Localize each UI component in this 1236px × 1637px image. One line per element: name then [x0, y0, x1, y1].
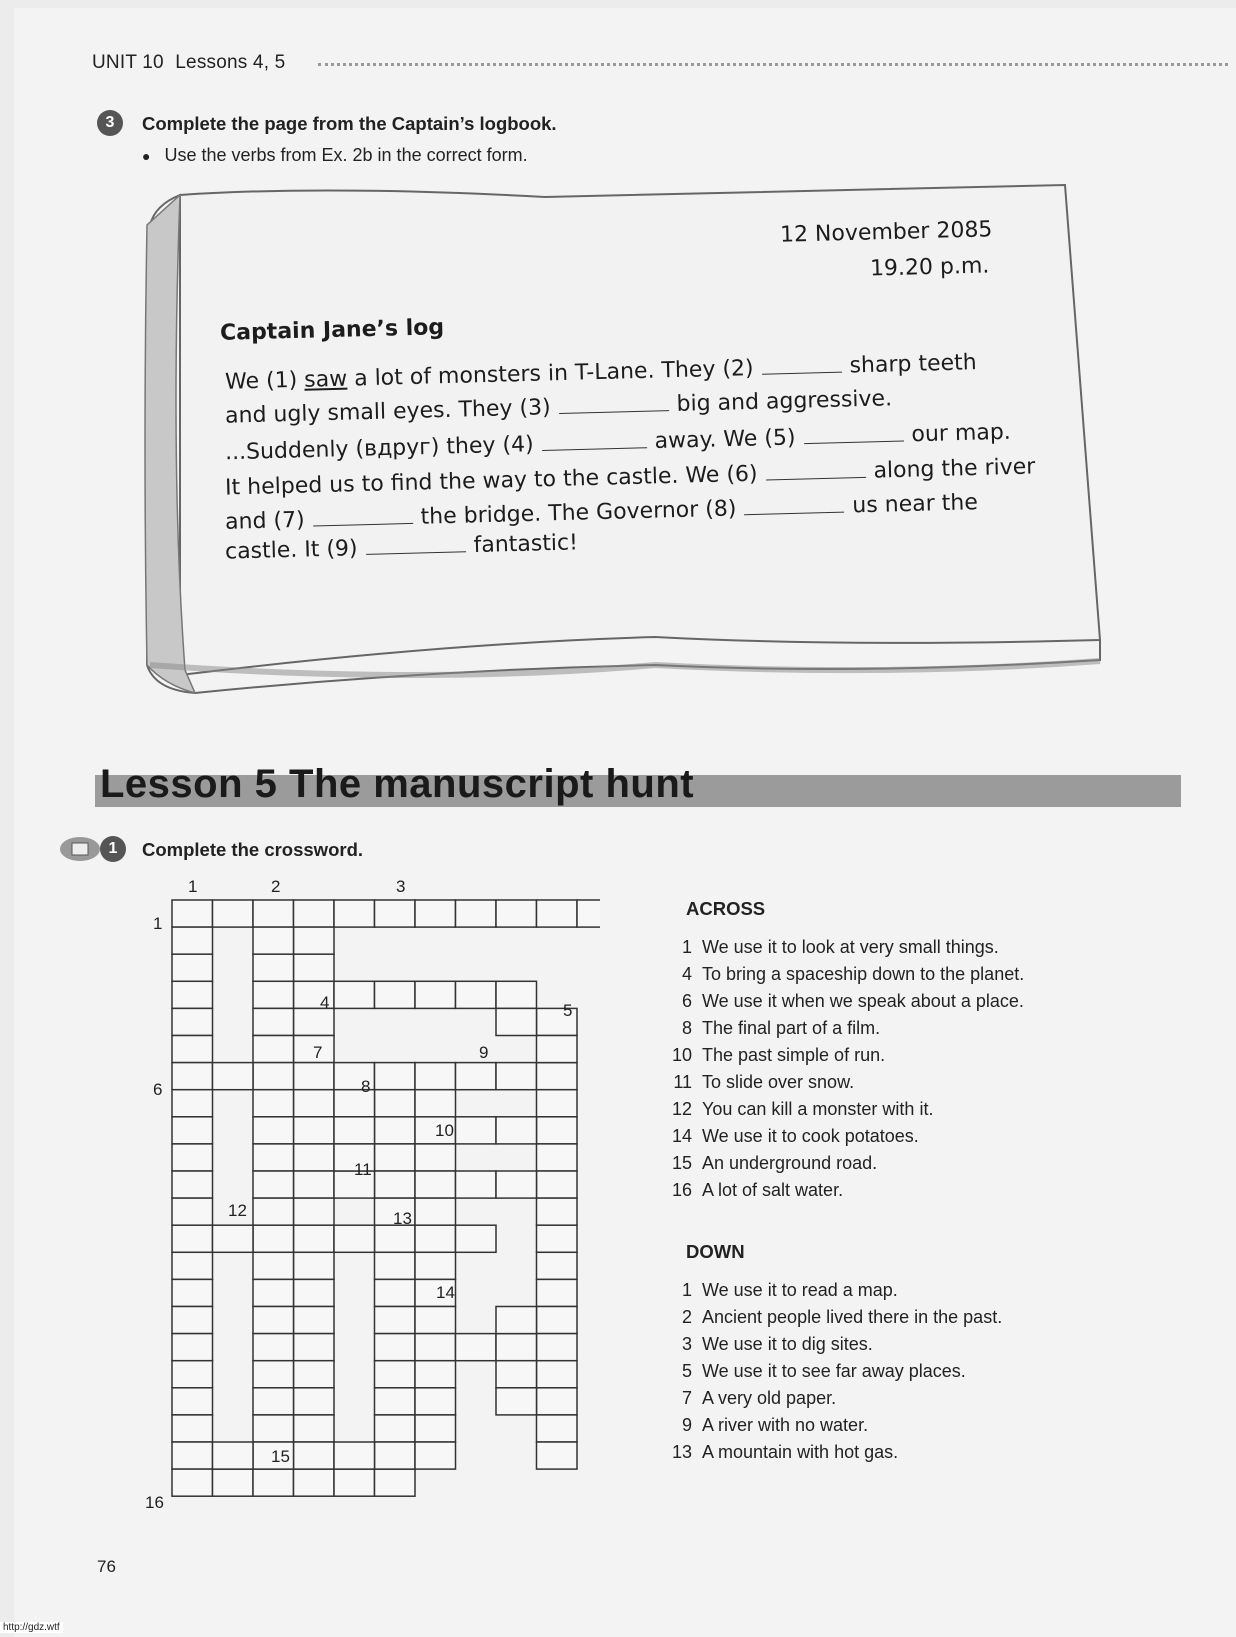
crossword-cell[interactable]: [334, 981, 375, 1008]
crossword-cell[interactable]: [415, 1388, 456, 1415]
crossword-cell[interactable]: [253, 1334, 294, 1361]
clue-text: You can kill a monster with it.: [702, 1099, 934, 1119]
clue-text: We use it to see far away places.: [702, 1361, 966, 1381]
crossword-cell[interactable]: [172, 1442, 213, 1469]
answer-blank-9[interactable]: [366, 550, 466, 555]
crossword-cell[interactable]: [172, 1090, 213, 1117]
crossword-cell[interactable]: [415, 1442, 456, 1469]
crossword-cell[interactable]: [496, 1388, 537, 1415]
crossword-cell[interactable]: [456, 1117, 497, 1144]
crossword-cell[interactable]: [253, 1469, 294, 1496]
header-divider: [318, 63, 1228, 66]
crossword-cell[interactable]: [253, 981, 294, 1008]
crossword-cell[interactable]: [172, 954, 213, 981]
unit-label: UNIT 10: [92, 52, 164, 73]
log-line-1: We (1) saw a lot of monsters in T-Lane. They (2) sharp teeth: [224, 350, 977, 395]
log-line-2: and ugly small eyes. They (3) big and aggressive.: [224, 386, 893, 429]
crossword-cell[interactable]: [375, 1225, 416, 1252]
crossword-cell[interactable]: [294, 1117, 335, 1144]
crossword-cell[interactable]: [294, 927, 335, 954]
crossword-cell[interactable]: [253, 1388, 294, 1415]
crossword-cell[interactable]: [253, 954, 294, 981]
clue-number: 10: [671, 1045, 692, 1065]
clue-text: We use it to read a map.: [702, 1280, 898, 1300]
crossword-cell[interactable]: [294, 1361, 335, 1388]
crossword-cell[interactable]: [334, 1225, 375, 1252]
crossword-number: 8: [361, 1077, 371, 1096]
clue-number: 11: [673, 1072, 692, 1092]
down-clue: [660, 1304, 1002, 1331]
clue-text: To bring a spaceship down to the planet.: [702, 964, 1025, 984]
crossword-cell[interactable]: [253, 1063, 294, 1090]
clue-number: 14: [671, 1126, 692, 1146]
crossword-cell[interactable]: [253, 1117, 294, 1144]
task-instruction: [142, 145, 528, 166]
crossword-cell[interactable]: [375, 1171, 416, 1198]
crossword-cell[interactable]: [456, 1063, 497, 1090]
crossword-cell[interactable]: [537, 1307, 578, 1334]
crossword-cell[interactable]: [294, 1090, 335, 1117]
crossword-number: 2: [271, 877, 281, 896]
across-clue: [660, 1123, 1024, 1150]
crossword-cell[interactable]: [253, 1198, 294, 1225]
crossword-cell[interactable]: [375, 1144, 416, 1171]
crossword-cell[interactable]: [375, 1307, 416, 1334]
crossword-number: 10: [435, 1121, 454, 1140]
crossword-cell[interactable]: [253, 1361, 294, 1388]
crossword-cell[interactable]: [294, 1442, 335, 1469]
crossword-cell[interactable]: [172, 1117, 213, 1144]
crossword-cell[interactable]: [213, 1063, 254, 1090]
crossword-cell[interactable]: [334, 1442, 375, 1469]
crossword-number: 12: [228, 1201, 247, 1220]
crossword-number: 15: [271, 1447, 290, 1466]
crossword-cell[interactable]: [294, 1307, 335, 1334]
clue-number: 12: [671, 1099, 692, 1119]
clue-number: 4: [681, 964, 692, 984]
crossword-cell[interactable]: [172, 1063, 213, 1090]
crossword-cell[interactable]: [172, 1036, 213, 1063]
crossword-cell[interactable]: [172, 1008, 213, 1035]
crossword-cell[interactable]: [253, 1307, 294, 1334]
crossword-cell[interactable]: [294, 1415, 335, 1442]
crossword-cell[interactable]: [294, 1469, 335, 1496]
clue-text: Ancient people lived there in the past.: [702, 1307, 1003, 1327]
across-clue: [660, 1042, 1024, 1069]
across-clue: [660, 1096, 1024, 1123]
crossword-number: 13: [393, 1209, 412, 1228]
answer-blank-7[interactable]: [313, 522, 413, 527]
audio-icon: [58, 836, 102, 862]
crossword-number: 4: [320, 993, 330, 1012]
crossword-cell[interactable]: [172, 1225, 213, 1252]
crossword-cell[interactable]: [172, 1144, 213, 1171]
crossword-cell[interactable]: [537, 1388, 578, 1415]
crossword-cell[interactable]: [253, 1144, 294, 1171]
crossword-cell[interactable]: [213, 1225, 254, 1252]
clue-number: 5: [681, 1361, 692, 1381]
crossword-number: 16: [145, 1493, 164, 1512]
crossword-cell[interactable]: [537, 1171, 578, 1198]
down-clue: [660, 1439, 1002, 1466]
crossword-number: 6: [153, 1080, 163, 1099]
across-clue: [660, 961, 1024, 988]
crossword-cell[interactable]: [375, 1252, 416, 1279]
crossword-cell[interactable]: [415, 1252, 456, 1279]
crossword-cell[interactable]: [375, 1334, 416, 1361]
clue-text: An underground road.: [702, 1153, 878, 1173]
crossword-cell[interactable]: [172, 1171, 213, 1198]
down-clue: [660, 1331, 1002, 1358]
crossword-cell[interactable]: [253, 1036, 294, 1063]
crossword-cell[interactable]: [537, 1144, 578, 1171]
answer-blank-4[interactable]: [542, 446, 647, 451]
crossword-number: 9: [479, 1043, 489, 1062]
log-line-6: castle. It (9) fantastic!: [224, 530, 579, 565]
log-line-4: It helped us to find the way to the castle. We (6) along the river: [224, 454, 1036, 501]
crossword-cell[interactable]: [294, 1171, 335, 1198]
clue-text: A mountain with hot gas.: [702, 1442, 899, 1462]
clue-text: We use it when we speak about a place.: [702, 991, 1024, 1011]
crossword-cell[interactable]: [456, 1225, 497, 1252]
crossword-cell[interactable]: [253, 927, 294, 954]
crossword-cell[interactable]: [375, 1442, 416, 1469]
clue-number: 13: [671, 1442, 692, 1462]
lessons-label: Lessons 4, 5: [175, 52, 286, 73]
crossword-cell[interactable]: [213, 1469, 254, 1496]
crossword-cell[interactable]: [456, 981, 497, 1008]
crossword-cell[interactable]: [496, 900, 537, 927]
crossword-cell[interactable]: [415, 1063, 456, 1090]
crossword-cell[interactable]: [415, 1171, 456, 1198]
crossword-cell[interactable]: [537, 1361, 578, 1388]
crossword-cell[interactable]: [537, 900, 578, 927]
clue-text: A very old paper.: [702, 1388, 837, 1408]
clue-text: We use it to look at very small things.: [702, 937, 999, 957]
crossword-cell[interactable]: [496, 1334, 537, 1361]
answer-blank-2[interactable]: [762, 371, 842, 375]
example-answer: saw: [303, 366, 348, 393]
task-title: Complete the page from the Captain’s logbook.: [142, 113, 557, 134]
unit-header: [92, 52, 285, 74]
crossword-cell[interactable]: [537, 1063, 578, 1090]
crossword-cell[interactable]: [172, 1388, 213, 1415]
crossword-cell[interactable]: [375, 1469, 416, 1496]
crossword-cell[interactable]: [496, 1063, 537, 1090]
crossword-cell[interactable]: [172, 1361, 213, 1388]
crossword-number: 7: [313, 1043, 323, 1062]
across-clue: [660, 1177, 1024, 1204]
crossword-cell[interactable]: [294, 1252, 335, 1279]
crossword-cell[interactable]: [375, 1063, 416, 1090]
crossword-cell[interactable]: [172, 1469, 213, 1496]
crossword-cell[interactable]: [415, 981, 456, 1008]
crossword-cell[interactable]: [496, 1008, 537, 1035]
crossword-cell[interactable]: [375, 900, 416, 927]
across-heading: ACROSS: [686, 898, 766, 919]
across-clue: [660, 988, 1024, 1015]
down-heading: DOWN: [686, 1241, 745, 1262]
crossword-cell[interactable]: [294, 1198, 335, 1225]
crossword-cell[interactable]: [375, 1279, 416, 1306]
crossword-cell[interactable]: [496, 981, 537, 1008]
crossword-cell[interactable]: [172, 1415, 213, 1442]
clue-text: A river with no water.: [702, 1415, 869, 1435]
clue-number: 3: [681, 1334, 692, 1354]
crossword-cell[interactable]: [496, 1171, 537, 1198]
across-clue: [660, 1150, 1024, 1177]
crossword-cell[interactable]: [415, 1415, 456, 1442]
page-number: 76: [97, 1557, 116, 1576]
watermark-link[interactable]: http://gdz.wtf: [0, 1622, 63, 1633]
lesson-title: Lesson 5 The manuscript hunt: [100, 762, 695, 806]
log-line-3: ...Suddenly (вдруг) they (4) away. We (5) our map.: [224, 419, 1012, 466]
crossword-cell[interactable]: [172, 1334, 213, 1361]
answer-blank-8[interactable]: [745, 511, 845, 516]
crossword-cell[interactable]: [253, 1008, 294, 1035]
crossword-cell[interactable]: [294, 1063, 335, 1090]
crossword-cell[interactable]: [415, 1144, 456, 1171]
crossword-cell[interactable]: [537, 1415, 578, 1442]
crossword-cell[interactable]: [253, 1225, 294, 1252]
crossword-cell[interactable]: [375, 1090, 416, 1117]
crossword-cell[interactable]: [415, 1090, 456, 1117]
across-clue-list: [660, 934, 1024, 1204]
crossword-number: 14: [436, 1283, 455, 1302]
clue-text: A lot of salt water.: [702, 1180, 844, 1200]
log-line-5: and (7) the bridge. The Governor (8) us near the: [224, 490, 979, 535]
answer-blank-6[interactable]: [766, 476, 866, 481]
clue-number: 7: [681, 1388, 692, 1408]
log-time: 19.20 p.m.: [869, 253, 990, 282]
clue-number: 1: [681, 937, 692, 957]
crossword-cell[interactable]: [415, 1307, 456, 1334]
crossword-cell[interactable]: [537, 1442, 578, 1469]
crossword-cell[interactable]: [172, 900, 213, 927]
clue-text: We use it to dig sites.: [702, 1334, 873, 1354]
crossword-cell[interactable]: [496, 1307, 537, 1334]
down-clue: [660, 1412, 1002, 1439]
clue-text: We use it to cook potatoes.: [702, 1126, 919, 1146]
across-clue: [660, 1069, 1024, 1096]
crossword-cell[interactable]: [415, 1225, 456, 1252]
crossword-cell[interactable]: [537, 1252, 578, 1279]
crossword-cell[interactable]: [375, 1117, 416, 1144]
task-number-badge: 1: [100, 836, 126, 862]
clue-text: To slide over snow.: [702, 1072, 855, 1092]
crossword-cell[interactable]: [294, 1144, 335, 1171]
crossword-cell[interactable]: [496, 1117, 537, 1144]
crossword-number: 11: [354, 1160, 372, 1179]
clue-number: 9: [681, 1415, 692, 1435]
crossword-cell[interactable]: [577, 900, 600, 927]
clue-number: 16: [671, 1180, 692, 1200]
task-number-badge: 3: [97, 110, 123, 136]
crossword-cell[interactable]: [334, 1117, 375, 1144]
crossword-cell[interactable]: [456, 1171, 497, 1198]
crossword-cell[interactable]: [294, 1334, 335, 1361]
crossword-cell[interactable]: [253, 1415, 294, 1442]
crossword-cell[interactable]: [496, 1361, 537, 1388]
crossword-cell[interactable]: [375, 1388, 416, 1415]
crossword-cell[interactable]: [294, 1225, 335, 1252]
crossword-cell[interactable]: [213, 900, 254, 927]
crossword-cell[interactable]: [172, 927, 213, 954]
answer-blank-5[interactable]: [804, 440, 904, 445]
across-clue: [660, 1015, 1024, 1042]
down-clue: [660, 1358, 1002, 1385]
crossword-cell[interactable]: [537, 1334, 578, 1361]
crossword-cell[interactable]: [253, 1252, 294, 1279]
crossword-cell[interactable]: [456, 900, 497, 927]
down-clue: [660, 1385, 1002, 1412]
crossword-cell[interactable]: [415, 900, 456, 927]
crossword-cell[interactable]: [415, 1361, 456, 1388]
clue-number: 2: [681, 1307, 692, 1327]
clue-number: 1: [681, 1280, 692, 1300]
crossword-cell[interactable]: [253, 1090, 294, 1117]
crossword-cell[interactable]: [213, 1442, 254, 1469]
crossword-cell[interactable]: [375, 981, 416, 1008]
log-date: 12 November 2085: [779, 217, 993, 248]
crossword-cell[interactable]: [334, 1469, 375, 1496]
crossword-cell[interactable]: [253, 900, 294, 927]
crossword-cell[interactable]: [537, 1117, 578, 1144]
answer-blank-3[interactable]: [559, 409, 669, 414]
crossword-cell[interactable]: [456, 1334, 497, 1361]
bullet-icon: ●: [142, 148, 151, 164]
crossword-number: 5: [563, 1001, 573, 1020]
clue-text: The past simple of run.: [702, 1045, 886, 1065]
instruction-text: Use the verbs from Ex. 2b in the correct form.: [164, 145, 528, 165]
crossword-number: 1: [153, 914, 163, 933]
crossword-cell[interactable]: [415, 1198, 456, 1225]
crossword-cell[interactable]: [375, 1361, 416, 1388]
clue-number: 8: [681, 1018, 692, 1038]
crossword-cell[interactable]: [172, 1279, 213, 1306]
crossword-cell[interactable]: [172, 1198, 213, 1225]
clue-number: 15: [671, 1153, 692, 1173]
crossword-cell[interactable]: [537, 1090, 578, 1117]
crossword-cell[interactable]: [537, 1036, 578, 1063]
clue-text: The final part of a film.: [702, 1018, 881, 1038]
task-title: Complete the crossword.: [142, 839, 364, 860]
crossword-cell[interactable]: [172, 1252, 213, 1279]
crossword-cell[interactable]: [375, 1415, 416, 1442]
crossword-cell[interactable]: [294, 900, 335, 927]
log-heading: Captain Jane’s log: [219, 315, 445, 346]
crossword-cell[interactable]: [253, 1279, 294, 1306]
across-clue: [660, 934, 1024, 961]
crossword-cell[interactable]: [537, 1279, 578, 1306]
crossword-cell[interactable]: [334, 900, 375, 927]
crossword-cell[interactable]: [294, 1279, 335, 1306]
crossword-number: 3: [396, 877, 406, 896]
down-clue-list: [660, 1277, 1002, 1466]
crossword-grid: [130, 870, 600, 1540]
crossword-cell[interactable]: [172, 981, 213, 1008]
crossword-cell[interactable]: [415, 1334, 456, 1361]
crossword-cell[interactable]: [253, 1171, 294, 1198]
crossword-cell[interactable]: [537, 1225, 578, 1252]
crossword-number: 1: [188, 877, 198, 896]
clue-number: 6: [681, 991, 692, 1011]
crossword-cell[interactable]: [537, 1198, 578, 1225]
crossword-cell[interactable]: [294, 1388, 335, 1415]
down-clue: [660, 1277, 1002, 1304]
crossword-cell[interactable]: [172, 1307, 213, 1334]
crossword-cell[interactable]: [294, 954, 335, 981]
